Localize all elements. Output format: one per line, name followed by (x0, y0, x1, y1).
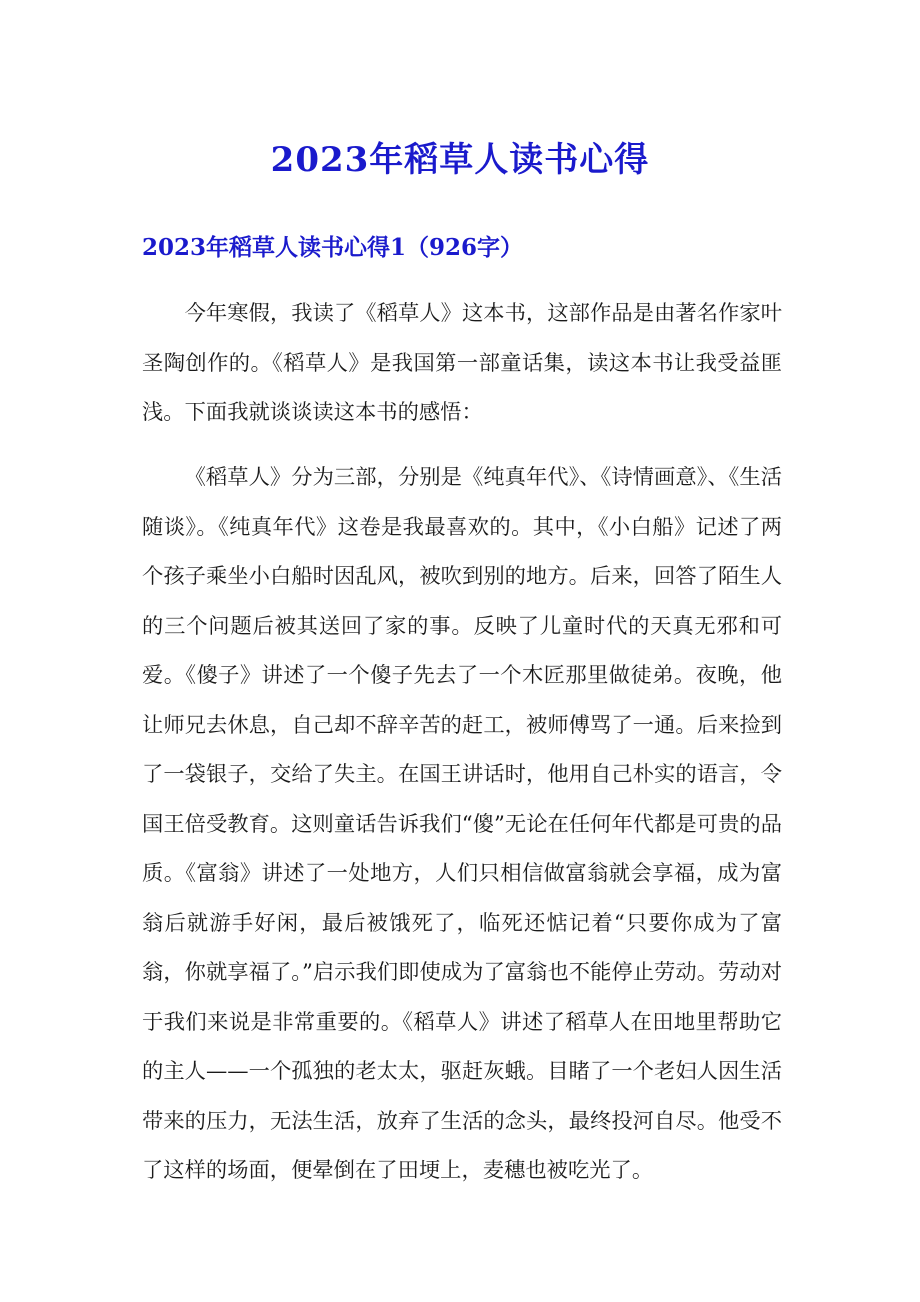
section-heading: 2023年稻草人读书心得1（926字） (142, 234, 524, 261)
paragraph-summary: 《稻草人》分为三部，分别是《纯真年代》、《诗情画意》、《生活随谈》。《纯真年代》这卷是我最喜欢的。其中，《小白船》记述了两个孩子乘坐小白船时因乱风，被吹到别的地方。后来，回答了陌生人的三个问题后被其送回了家的事。反映了儿童时代的天真无邪和可爱。《傻子》讲述了一个傻子先去了一个木匠那里做徒弟。夜晚，他让师兄去休息，自己却不辞辛苦的赶工，被师傅骂了一通。后来捡到了一袋银子，交给了失主。在国王讲话时，他用自己朴实的语言，令国王倍受教育。这则童话告诉我们“傻”无论在任何年代都是可贵的品质。《富翁》讲述了一处地方，人们只相信做富翁就会享福，成为富翁后就游手好闲，最后被饿死了，临死还惦记着“只要你成为了富翁，你就享福了。”启示我们即使成为了富翁也不能停止劳动。劳动对于我们来说是非常重要的。《稻草人》讲述了稻草人在田地里帮助它的主人——一个孤独的老太太，驱赶灰蛾。目睹了一个老妇人因生活带来的压力，无法生活，放弃了生活的念头，最终投河自尽。他受不了这样的场面，便晕倒在了田埂上，麦穗也被吃光了。 (142, 465, 782, 1183)
paragraph-intro: 今年寒假，我读了《稻草人》这本书，这部作品是由著名作家叶圣陶创作的。《稻草人》是我国第一部童话集，读这本书让我受益匪浅。下面我就谈谈读这本书的感悟： (142, 301, 782, 425)
document-title: 2023年稻草人读书心得 (270, 140, 650, 180)
